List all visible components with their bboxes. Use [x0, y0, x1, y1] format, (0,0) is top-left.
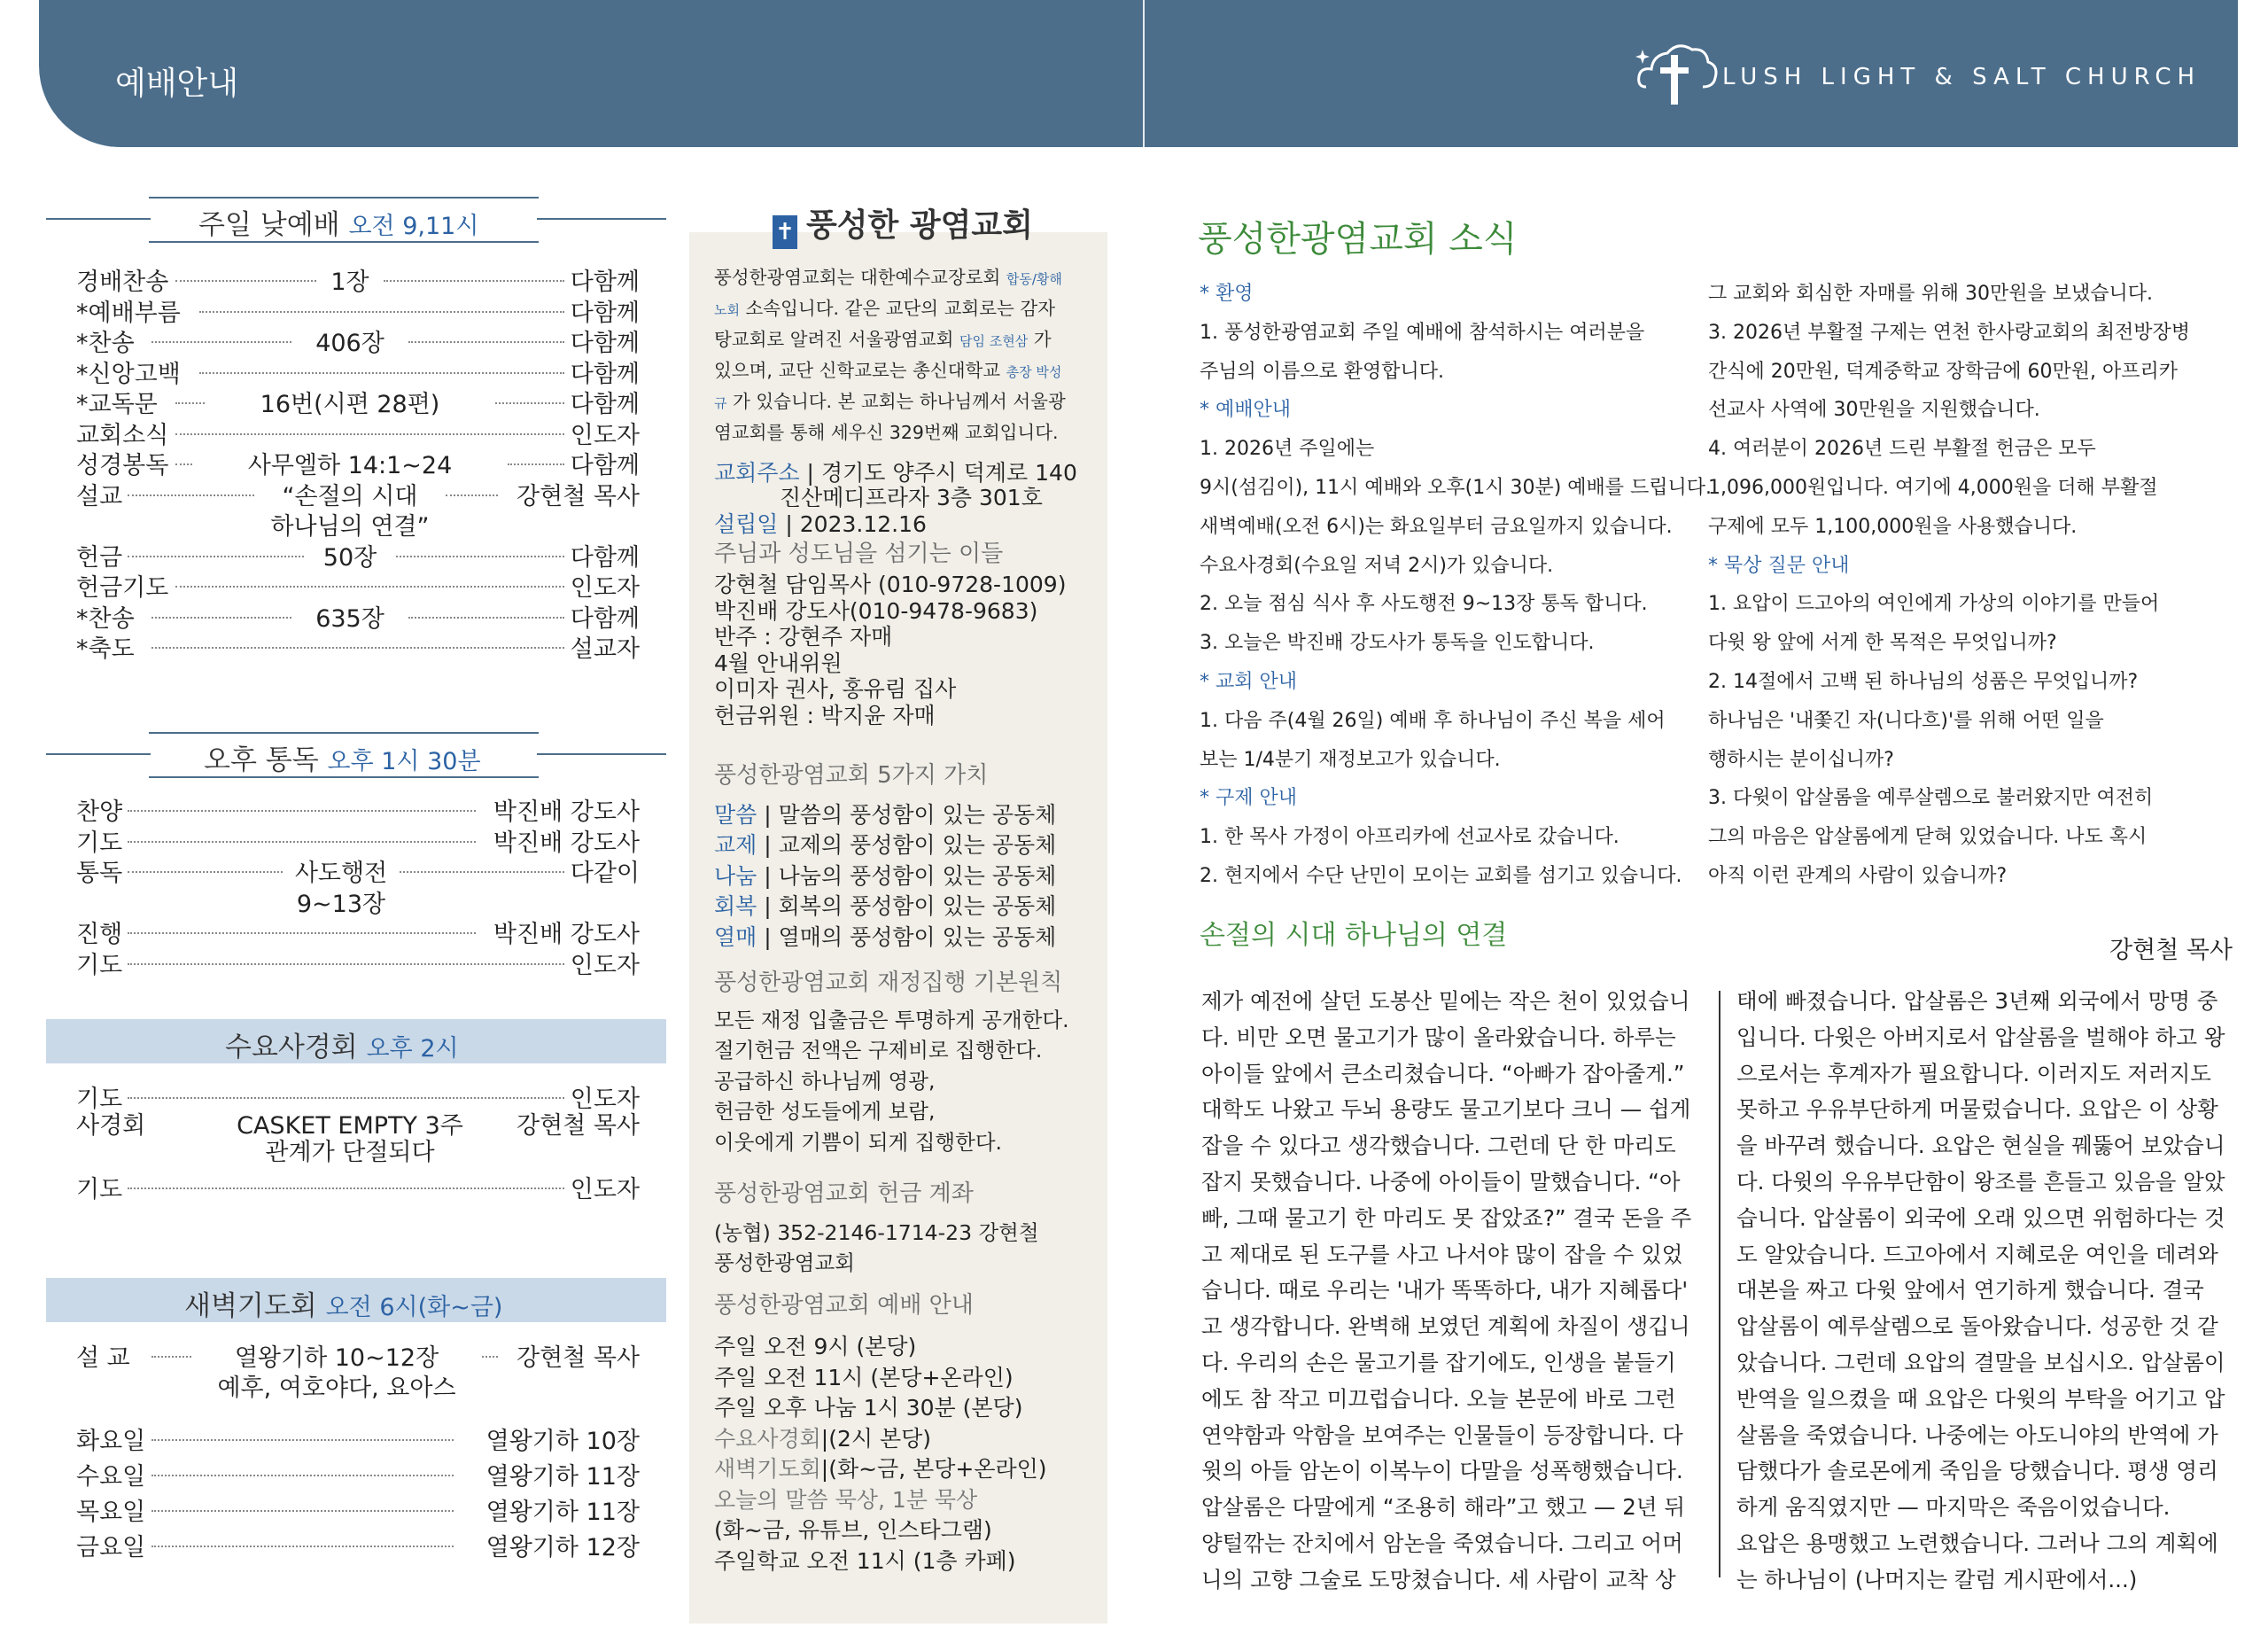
sermon-line: 대학도 나왔고 두뇌 용량도 물고기보다 크니 — 쉽게 [1201, 1096, 1691, 1123]
dotted-leader [128, 841, 476, 843]
row-label: *축도 [76, 635, 135, 663]
finance-title: 풍성한광염교회 재정집행 기본원칙 [714, 969, 1063, 996]
sermon-line: 았습니다. 그런데 요압의 결말을 보십시오. 압살롬이 [1736, 1349, 2225, 1375]
news-heading: * 예배안내 [1200, 399, 1292, 422]
servant-line: 이미자 권사, 홍유림 집사 [714, 676, 957, 703]
dotted-leader [128, 556, 304, 557]
row-leader: 열왕기하 11장 [485, 1499, 640, 1526]
news-item: 3. 다윗이 압살롬을 예루살렘으로 불러왔지만 여전히 [1708, 787, 2154, 810]
row-label: 찬양 [76, 798, 123, 826]
service-row [76, 1457, 640, 1489]
row-label: 화요일 [76, 1428, 146, 1455]
row-label: 교회소식 [76, 421, 169, 449]
values-title: 풍성한광염교회 5가지 가치 [714, 762, 989, 789]
sermon-line: 으로서는 후계자가 필요합니다. 이러지도 저러지도 [1736, 1060, 2211, 1086]
value-line: 나눔 | 나눔의 풍성함이 있는 공동체 [714, 862, 1057, 889]
row-leader: 다함께 [570, 330, 640, 357]
finance-line: 공급하신 하나님께 영광, [714, 1068, 936, 1094]
value-line: 열매 | 열매의 풍성함이 있는 공동체 [714, 923, 1057, 950]
sermon-line: 못하고 우유부단하게 머물렀습니다. 요압은 이 상황 [1736, 1096, 2218, 1123]
service-row [76, 792, 640, 824]
service-row [76, 1338, 640, 1370]
sunday_service-top-rule [149, 197, 539, 199]
row-label: 목요일 [76, 1499, 146, 1526]
service-row [76, 823, 640, 855]
sermon-line: 양털깎는 잔치에서 암논을 죽였습니다. 그리고 어머 [1201, 1530, 1683, 1556]
row-label: 금요일 [76, 1534, 146, 1561]
dotted-leader [128, 871, 283, 873]
value-text: 나눔의 풍성함이 있는 공동체 [778, 862, 1057, 889]
servant-line: 반주 : 강현주 자매 [714, 624, 893, 650]
news-item: 하나님은 '내쫓긴 자(니다흐)'를 위해 어떤 일을 [1708, 709, 2104, 732]
worship-text: 새벽기도회 [714, 1456, 821, 1482]
service-row [76, 1528, 640, 1560]
row-content: 관계가 단절되다 [265, 1139, 435, 1166]
sermon-line: 잡을 수 있다고 생각했습니다. 그런데 단 한 마리도 [1201, 1133, 1676, 1159]
dotted-leader [128, 932, 476, 934]
section-time: 오전 6시(화~금) [325, 1294, 503, 1321]
service-row [76, 853, 640, 888]
row-leader: 인도자 [570, 574, 640, 602]
row-label: 기도 [76, 1176, 123, 1203]
row-leader: 다함께 [570, 452, 640, 479]
intro-note: 노회 [714, 302, 740, 318]
sermon-line: 도 알았습니다. 드고아에서 지혜로운 여인을 데려와 [1736, 1241, 2218, 1267]
news-item: 9시(섬김이), 11시 예배와 오후(1시 30분) 예배를 드립니다. [1200, 477, 1713, 499]
row-leader: 다함께 [570, 543, 640, 572]
bible-cross-icon: ✝ [773, 215, 797, 249]
sermon-column-1 [1201, 984, 1697, 1599]
service-row [76, 1492, 640, 1524]
dotted-leader [128, 963, 564, 965]
dotted-leader [199, 311, 564, 313]
news-item: 4. 여러분이 2026년 드린 부활절 헌금은 모두 [1708, 438, 2096, 461]
intro-text: 가 [1028, 329, 1052, 350]
address-line: 교회주소 | 경기도 양주시 덕계로 140 [714, 460, 1077, 486]
service-row [76, 446, 640, 478]
dotted-leader [151, 617, 291, 619]
service-row [76, 1170, 640, 1202]
row-leader: 다함께 [570, 269, 640, 296]
row-content: CASKET EMPTY 3주 [237, 1112, 463, 1140]
sermon-line: 압살롬이 예루살렘으로 돌아왔습니다. 성공한 것 같 [1736, 1313, 2218, 1340]
worship-line [714, 1452, 1047, 1483]
wednesday-heading [225, 1024, 459, 1064]
news-item: 다윗 왕 앞에 서게 한 목적은 무엇입니까? [1708, 632, 2057, 655]
value-key: 교제 [714, 832, 757, 859]
worship-line [714, 1390, 1022, 1422]
row-leader: 박진배 강도사 [493, 921, 640, 949]
row-leader: 박진배 강도사 [493, 829, 640, 857]
row-label: *교독문 [76, 391, 158, 418]
intro-text: 가 있습니다. 본 교회는 하나님께서 서울광 [726, 391, 1066, 412]
church-name-en: LUSH LIGHT & SALT CHURCH [1722, 64, 2202, 90]
service-row [76, 385, 640, 417]
account-line: (농협) 352-2146-1714-23 강현철 [714, 1220, 1039, 1245]
row-content: 1장 [330, 269, 369, 296]
row-label: 설교 [76, 482, 123, 510]
worship-detail: |(화~금, 본당+온라인) [820, 1456, 1047, 1482]
section-title: 주일 낮예배 [198, 209, 340, 241]
news-item: 구제에 모두 1,100,000원을 사용했습니다. [1708, 515, 2078, 538]
row-label: 기도 [76, 952, 123, 979]
intro-line [714, 293, 1055, 320]
row-content: 사도행전 [294, 860, 388, 888]
row-leader: 강현철 목사 [517, 1344, 640, 1372]
page-title: 예배안내 [115, 66, 239, 102]
news-heading: * 환영 [1200, 283, 1254, 305]
row-label: 통독 [76, 860, 123, 888]
dotted-leader [175, 402, 205, 404]
row-label: *신앙고백 [76, 360, 181, 388]
sermon-line: 담했다가 솔로몬에게 죽임을 당했습니다. 평생 영리 [1736, 1458, 2218, 1484]
news-item: 새벽예배(오전 6시)는 화요일부터 금요일까지 있습니다. [1200, 515, 1673, 538]
intro-text: 풍성한광염교회는 대한예수교장로회 [714, 267, 1006, 288]
founded-label: 설립일 [714, 511, 779, 537]
section-time: 오후 1시 30분 [327, 748, 481, 775]
afternoon_reading-bottom-rule-right [537, 753, 666, 755]
row-label: 성경봉독 [76, 452, 169, 479]
row-content: 50장 [322, 543, 377, 572]
service-row [76, 568, 640, 600]
news-item: 주님의 이름으로 환영합니다. [1200, 360, 1445, 383]
news-item: 그 교회와 회심한 자매를 위해 30만원을 보냈습니다. [1708, 283, 2153, 305]
sermon-line: 대본을 짜고 다윗 앞에서 연기하게 했습니다. 결국 [1736, 1277, 2204, 1304]
worship-text: 주일 오후 나눔 1시 30분 (본당) [714, 1395, 1023, 1421]
sermon-line: 빠, 그때 물고기 한 마리도 못 잡았죠?” 결국 돈을 주 [1201, 1204, 1692, 1231]
value-key: 열매 [714, 923, 757, 950]
value-text: 회복의 풍성함이 있는 공동체 [778, 893, 1057, 920]
intro-text: 염교회를 통해 세우신 329번째 교회입니다. [714, 422, 1059, 443]
dotted-leader [408, 341, 564, 343]
news-item: 3. 2026년 부활절 구제는 연천 한사랑교회의 최전방장병 [1708, 321, 2190, 344]
intro-note: 담임 조현삼 [959, 333, 1029, 349]
afternoon_reading-bottom-rule [46, 753, 151, 755]
service-row [76, 323, 640, 355]
sermon-line: 윗의 아들 암논이 이복누이 다말을 성폭행했습니다. [1201, 1458, 1683, 1484]
intro-line [714, 324, 1052, 351]
news-title: 풍성한광염교회 소식 [1198, 219, 1518, 260]
page-fold-divider [1143, 0, 1145, 147]
dotted-leader [151, 1510, 454, 1512]
worship-line [714, 1360, 1014, 1392]
intro-note: 합동/황해 [1006, 271, 1062, 287]
service-row [76, 293, 640, 325]
worship-text: 주일 오전 11시 (본당+온라인) [714, 1364, 1014, 1390]
church-cross-logo-icon [1634, 34, 1719, 106]
worship-detail: |(2시 본당) [820, 1425, 931, 1452]
row-label: 기도 [76, 1086, 123, 1113]
row-label: 헌금 [76, 543, 123, 572]
afternoon_reading-heading [204, 737, 481, 777]
row-leader: 강현철 목사 [517, 482, 640, 510]
sermon-line: 을 바꾸려 했습니다. 요압은 현실을 꿰뚫어 보았습니 [1736, 1133, 2225, 1159]
dotted-leader [482, 1356, 498, 1358]
dotted-leader [151, 1356, 191, 1358]
row-label: *찬송 [76, 330, 135, 357]
sunday_service-bottom-rule-right [537, 218, 666, 220]
header-banner [39, 0, 2238, 147]
worship-title: 풍성한광염교회 예배 안내 [714, 1292, 974, 1319]
row-leader: 다함께 [570, 299, 640, 327]
sermon-line: 고 생각합니다. 완벽해 보였던 계획에 차질이 생깁니 [1201, 1313, 1690, 1340]
dotted-leader [128, 494, 254, 496]
servants-title: 주님과 성도님을 섬기는 이들 [714, 541, 1004, 567]
value-text: 말씀의 풍성함이 있는 공동체 [778, 802, 1057, 828]
news-item: 1. 요압이 드고아의 여인에게 가상의 이야기를 만들어 [1708, 593, 2160, 616]
worship-line [714, 1483, 977, 1515]
sermon-line: 요압은 용맹했고 노련했습니다. 그러나 그의 계획에 [1736, 1530, 2218, 1556]
finance-line: 모든 재정 입출금은 투명하게 공개한다. [714, 1008, 1069, 1032]
row-leader: 열왕기하 12장 [485, 1534, 640, 1561]
row-leader: 강현철 목사 [517, 1112, 640, 1140]
service-row [76, 416, 640, 448]
news-item: 1,096,000원입니다. 여기에 4,000원을 더해 부활절 [1708, 477, 2158, 499]
value-text: 열매의 풍성함이 있는 공동체 [778, 923, 1057, 950]
dotted-leader [151, 647, 564, 649]
intro-text: 있으며, 교단 신학교로는 총신대학교 [714, 360, 1006, 381]
value-key: 나눔 [714, 862, 757, 889]
news-item: 아직 이런 관계의 사람이 있습니까? [1708, 865, 2008, 887]
sermon-line: 입니다. 다윗은 아버지로서 압살롬을 벌해야 하고 왕 [1736, 1024, 2225, 1050]
worship-text: 주일 오전 9시 (본당) [714, 1334, 917, 1359]
news-item: 1. 다음 주(4월 26일) 예배 후 하나님이 주신 복을 세어 [1200, 709, 1666, 732]
sermon-line: 다. 우리의 손은 물고기를 잡기에도, 인생을 붙들기 [1201, 1349, 1676, 1375]
news-heading: * 교회 안내 [1200, 671, 1297, 693]
dotted-leader [175, 586, 564, 588]
service-row [76, 629, 640, 661]
service-row [76, 884, 640, 916]
row-label: 설 교 [76, 1344, 130, 1372]
news-heading: * 구제 안내 [1200, 787, 1297, 810]
value-line: 회복 | 회복의 풍성함이 있는 공동체 [714, 893, 1057, 920]
section-time: 오전 9,11시 [348, 213, 479, 240]
value-key: 말씀 [714, 802, 757, 828]
service-row [76, 262, 640, 294]
sermon-column-2 [1736, 984, 2233, 1599]
sermon-line: 습니다. 압살롬이 외국에 오래 있으면 위험하다는 것 [1736, 1204, 2225, 1231]
row-content: 16번(시편 28편) [260, 391, 440, 418]
row-leader: 박진배 강도사 [493, 798, 640, 826]
row-content: 예후, 여호야다, 요아스 [217, 1374, 456, 1402]
news-item: 수요사경회(수요일 저녁 2시)가 있습니다. [1200, 554, 1554, 577]
news-item: 행하시는 분이십니까? [1708, 748, 1894, 771]
dotted-leader [384, 280, 564, 282]
sermon-line: 아이들 앞에서 큰소리쳤습니다. “아빠가 잡아줄게.” [1201, 1060, 1685, 1086]
value-line: 교제 | 교제의 풍성함이 있는 공동체 [714, 832, 1057, 859]
row-leader: 다함께 [570, 360, 640, 388]
row-leader: 열왕기하 11장 [485, 1463, 640, 1491]
dotted-leader [151, 1439, 454, 1441]
service-row [76, 915, 640, 949]
dotted-leader [495, 402, 564, 404]
row-content: 하나님의 연결” [270, 513, 430, 541]
news-item: 보는 1/4분기 재정보고가 있습니다. [1200, 748, 1501, 771]
sermon-line: 잡지 못했습니다. 나중에 아이들이 말했습니다. “아 [1201, 1168, 1681, 1195]
intro-line [714, 355, 1061, 382]
dotted-leader [151, 1475, 454, 1476]
row-leader: 다함께 [570, 604, 640, 633]
row-leader: 다같이 [570, 860, 640, 888]
value-text: 교제의 풍성함이 있는 공동체 [778, 832, 1057, 859]
service-row [76, 507, 640, 539]
worship-line [714, 1544, 1016, 1576]
sermon-line: 살롬을 죽였습니다. 나중에는 아도니야의 반역에 가 [1736, 1421, 2218, 1448]
value-line: 말씀 | 말씀의 풍성함이 있는 공동체 [714, 802, 1057, 828]
row-label: 수요일 [76, 1463, 146, 1491]
row-leader: 인도자 [570, 952, 640, 979]
sunday_service-heading [198, 202, 478, 242]
section-title: 새벽기도회 [184, 1290, 317, 1322]
service-row [76, 354, 640, 386]
dotted-leader [175, 433, 564, 435]
row-label: 헌금기도 [76, 574, 169, 602]
intro-line [714, 386, 1066, 413]
worship-line [714, 1513, 992, 1545]
dotted-leader [446, 494, 498, 496]
afternoon_reading-top-rule [149, 732, 539, 734]
service-row [76, 1133, 640, 1164]
news-item: 간식에 20만원, 덕계중학교 장학금에 60만원, 아프리카 [1708, 360, 2178, 383]
sermon-line: 다. 다윗의 우유부단함이 왕조를 흔들고 있음을 알았 [1736, 1168, 2225, 1195]
account-title: 풍성한광염교회 헌금 계좌 [714, 1180, 974, 1207]
dawn_prayer-heading [184, 1283, 502, 1323]
church-name-text: 풍성한 광염교회 [806, 207, 1033, 244]
dotted-leader [508, 463, 564, 465]
row-content: “손절의 시대 [282, 482, 418, 510]
account-line: 풍성한광염교회 [714, 1250, 855, 1275]
sermon-line: 압살롬은 다말에게 “조용히 해라”고 했고 — 2년 뒤 [1201, 1494, 1685, 1521]
section-title: 오후 통독 [204, 744, 319, 776]
intro-text: 소속입니다. 같은 교단의 교회로는 감자 [739, 298, 1055, 319]
sermon-line: 고 제대로 된 도구를 사고 나서야 많이 잡을 수 있었 [1201, 1241, 1683, 1267]
row-content: 635장 [315, 604, 384, 633]
row-label: 사경회 [76, 1112, 146, 1140]
news-item: 1. 풍성한광염교회 주일 예배에 참석하시는 여러분을 [1200, 321, 1645, 344]
news-item: 1. 한 목사 가정이 아프리카에 선교사로 갔습니다. [1200, 826, 1619, 849]
intro-line [714, 417, 1059, 444]
address-label: 교회주소 [714, 460, 800, 486]
sermon-line: 하게 움직였지만 — 마지막은 죽음이었습니다. [1736, 1494, 2171, 1521]
address-value: 경기도 양주시 덕계로 140 [820, 460, 1077, 486]
sermon-line: 습니다. 때로 우리는 '내가 똑똑하다, 내가 지혜롭다' [1201, 1277, 1689, 1304]
dotted-leader [128, 1097, 564, 1099]
row-content: 9~13장 [296, 890, 386, 918]
servant-line: 4월 안내위원 [714, 650, 843, 676]
dotted-leader [151, 341, 291, 343]
sermon-line: 반역을 일으켰을 때 요압은 다윗의 부탁을 어기고 압 [1736, 1385, 2225, 1412]
sermon-author: 강현철 목사 [2109, 937, 2233, 964]
servant-line: 헌금위원 : 박지윤 자매 [714, 703, 936, 728]
sermon-line: 는 하나님이 (나머지는 칼럼 게시판에서...) [1736, 1566, 2138, 1592]
row-content: 사무엘하 14:1~24 [247, 452, 453, 479]
row-content: 406장 [315, 330, 384, 357]
service-row [76, 599, 640, 631]
dotted-leader [175, 280, 316, 282]
intro-note: 규 [714, 395, 727, 411]
dotted-leader [151, 1546, 454, 1547]
dotted-leader [408, 617, 564, 619]
service-row [76, 1421, 640, 1453]
sermon-line: 태에 빠졌습니다. 압살롬은 3년째 외국에서 망명 중 [1736, 988, 2218, 1014]
service-row [76, 946, 640, 977]
worship-text: 수요사경회 [714, 1425, 821, 1452]
worship-text: (화~금, 유튜브, 인스타그램) [714, 1517, 992, 1543]
row-content: 열왕기하 10~12장 [234, 1344, 439, 1372]
row-leader: 열왕기하 10장 [485, 1428, 640, 1455]
dotted-leader [175, 463, 192, 465]
row-leader: 인도자 [570, 1086, 640, 1113]
sermon-line: 제가 예전에 살던 도봉산 밑에는 작은 천이 있었습니 [1201, 988, 1690, 1014]
news-item: 3. 오늘은 박진배 강도사가 통독을 인도합니다. [1200, 632, 1595, 655]
finance-line: 헌금한 성도들에게 보람, [714, 1099, 936, 1125]
worship-line [714, 1329, 916, 1361]
news-item: 1. 2026년 주일에는 [1200, 438, 1375, 461]
row-leader: 인도자 [570, 1176, 640, 1203]
row-label: *예배부름 [76, 299, 181, 327]
intro-text: 탕교회로 알려진 서울광염교회 [714, 329, 959, 350]
row-leader: 인도자 [570, 421, 640, 449]
section-title: 수요사경회 [225, 1032, 358, 1063]
news-item: 2. 현지에서 수단 난민이 모이는 교회를 섬기고 있습니다. [1200, 865, 1682, 887]
service-row [76, 477, 640, 509]
news-heading: * 묵상 질문 안내 [1708, 554, 1850, 577]
row-leader: 설교자 [570, 635, 640, 663]
dotted-leader [396, 556, 564, 557]
founded-line: 설립일 | 2023.12.16 [714, 511, 927, 537]
row-label: 경배찬송 [76, 269, 169, 296]
finance-line: 절기헌금 전액은 구제비로 집행한다. [714, 1038, 1043, 1063]
church-name-ko [773, 200, 1033, 249]
dotted-leader [128, 810, 476, 812]
worship-text: 오늘의 말씀 묵상, 1분 묵상 [714, 1486, 978, 1513]
sermon-column-divider [1719, 991, 1720, 1577]
news-item: 선교사 사역에 30만원을 지원했습니다. [1708, 399, 2040, 422]
service-row [76, 1368, 640, 1400]
servant-line: 박진배 강도사(010-9478-9683) [714, 597, 1038, 624]
address-line-2: 진산메디프라자 3층 301호 [780, 485, 1043, 510]
worship-line [714, 1421, 931, 1453]
service-row [76, 538, 640, 570]
news-item: 2. 오늘 점심 식사 후 사도행전 9~13장 통독 합니다. [1200, 593, 1648, 616]
sermon-line: 에도 참 작고 미끄럽습니다. 오늘 본문에 바로 그런 [1201, 1385, 1676, 1412]
value-key: 회복 [714, 893, 757, 920]
intro-note: 총장 박성 [1006, 364, 1062, 380]
sermon-line: 다. 비만 오면 물고기가 많이 올라왔습니다. 하루는 [1201, 1024, 1676, 1050]
row-label: 기도 [76, 829, 123, 857]
section-time: 오후 2시 [366, 1035, 459, 1063]
finance-line: 이웃에게 기쁨이 되게 집행한다. [714, 1129, 1002, 1155]
servant-line: 강현철 담임목사 (010-9728-1009) [714, 572, 1067, 597]
row-label: 진행 [76, 921, 123, 949]
sermon-line: 니의 고향 그술로 도망쳤습니다. 세 사람이 교착 상 [1201, 1566, 1676, 1592]
dotted-leader [128, 1187, 564, 1189]
news-item: 2. 14절에서 고백 된 하나님의 성품은 무엇입니까? [1708, 671, 2139, 693]
row-leader: 다함께 [570, 391, 640, 418]
row-label: *찬송 [76, 604, 135, 633]
sermon-title: 손절의 시대 하나님의 연결 [1200, 920, 1508, 951]
worship-text: 주일학교 오전 11시 (1층 카페) [714, 1547, 1016, 1574]
founded-date: 2023.12.16 [799, 511, 927, 537]
intro-line [714, 262, 1062, 289]
dotted-leader [199, 372, 564, 374]
sermon-line: 연약함과 악함을 보여주는 인물들이 등장합니다. 다 [1201, 1421, 1683, 1448]
news-item: 그의 마음은 압살롬에게 닫혀 있었습니다. 나도 혹시 [1708, 826, 2148, 849]
sunday_service-bottom-rule [46, 218, 151, 220]
dotted-leader [400, 871, 564, 873]
